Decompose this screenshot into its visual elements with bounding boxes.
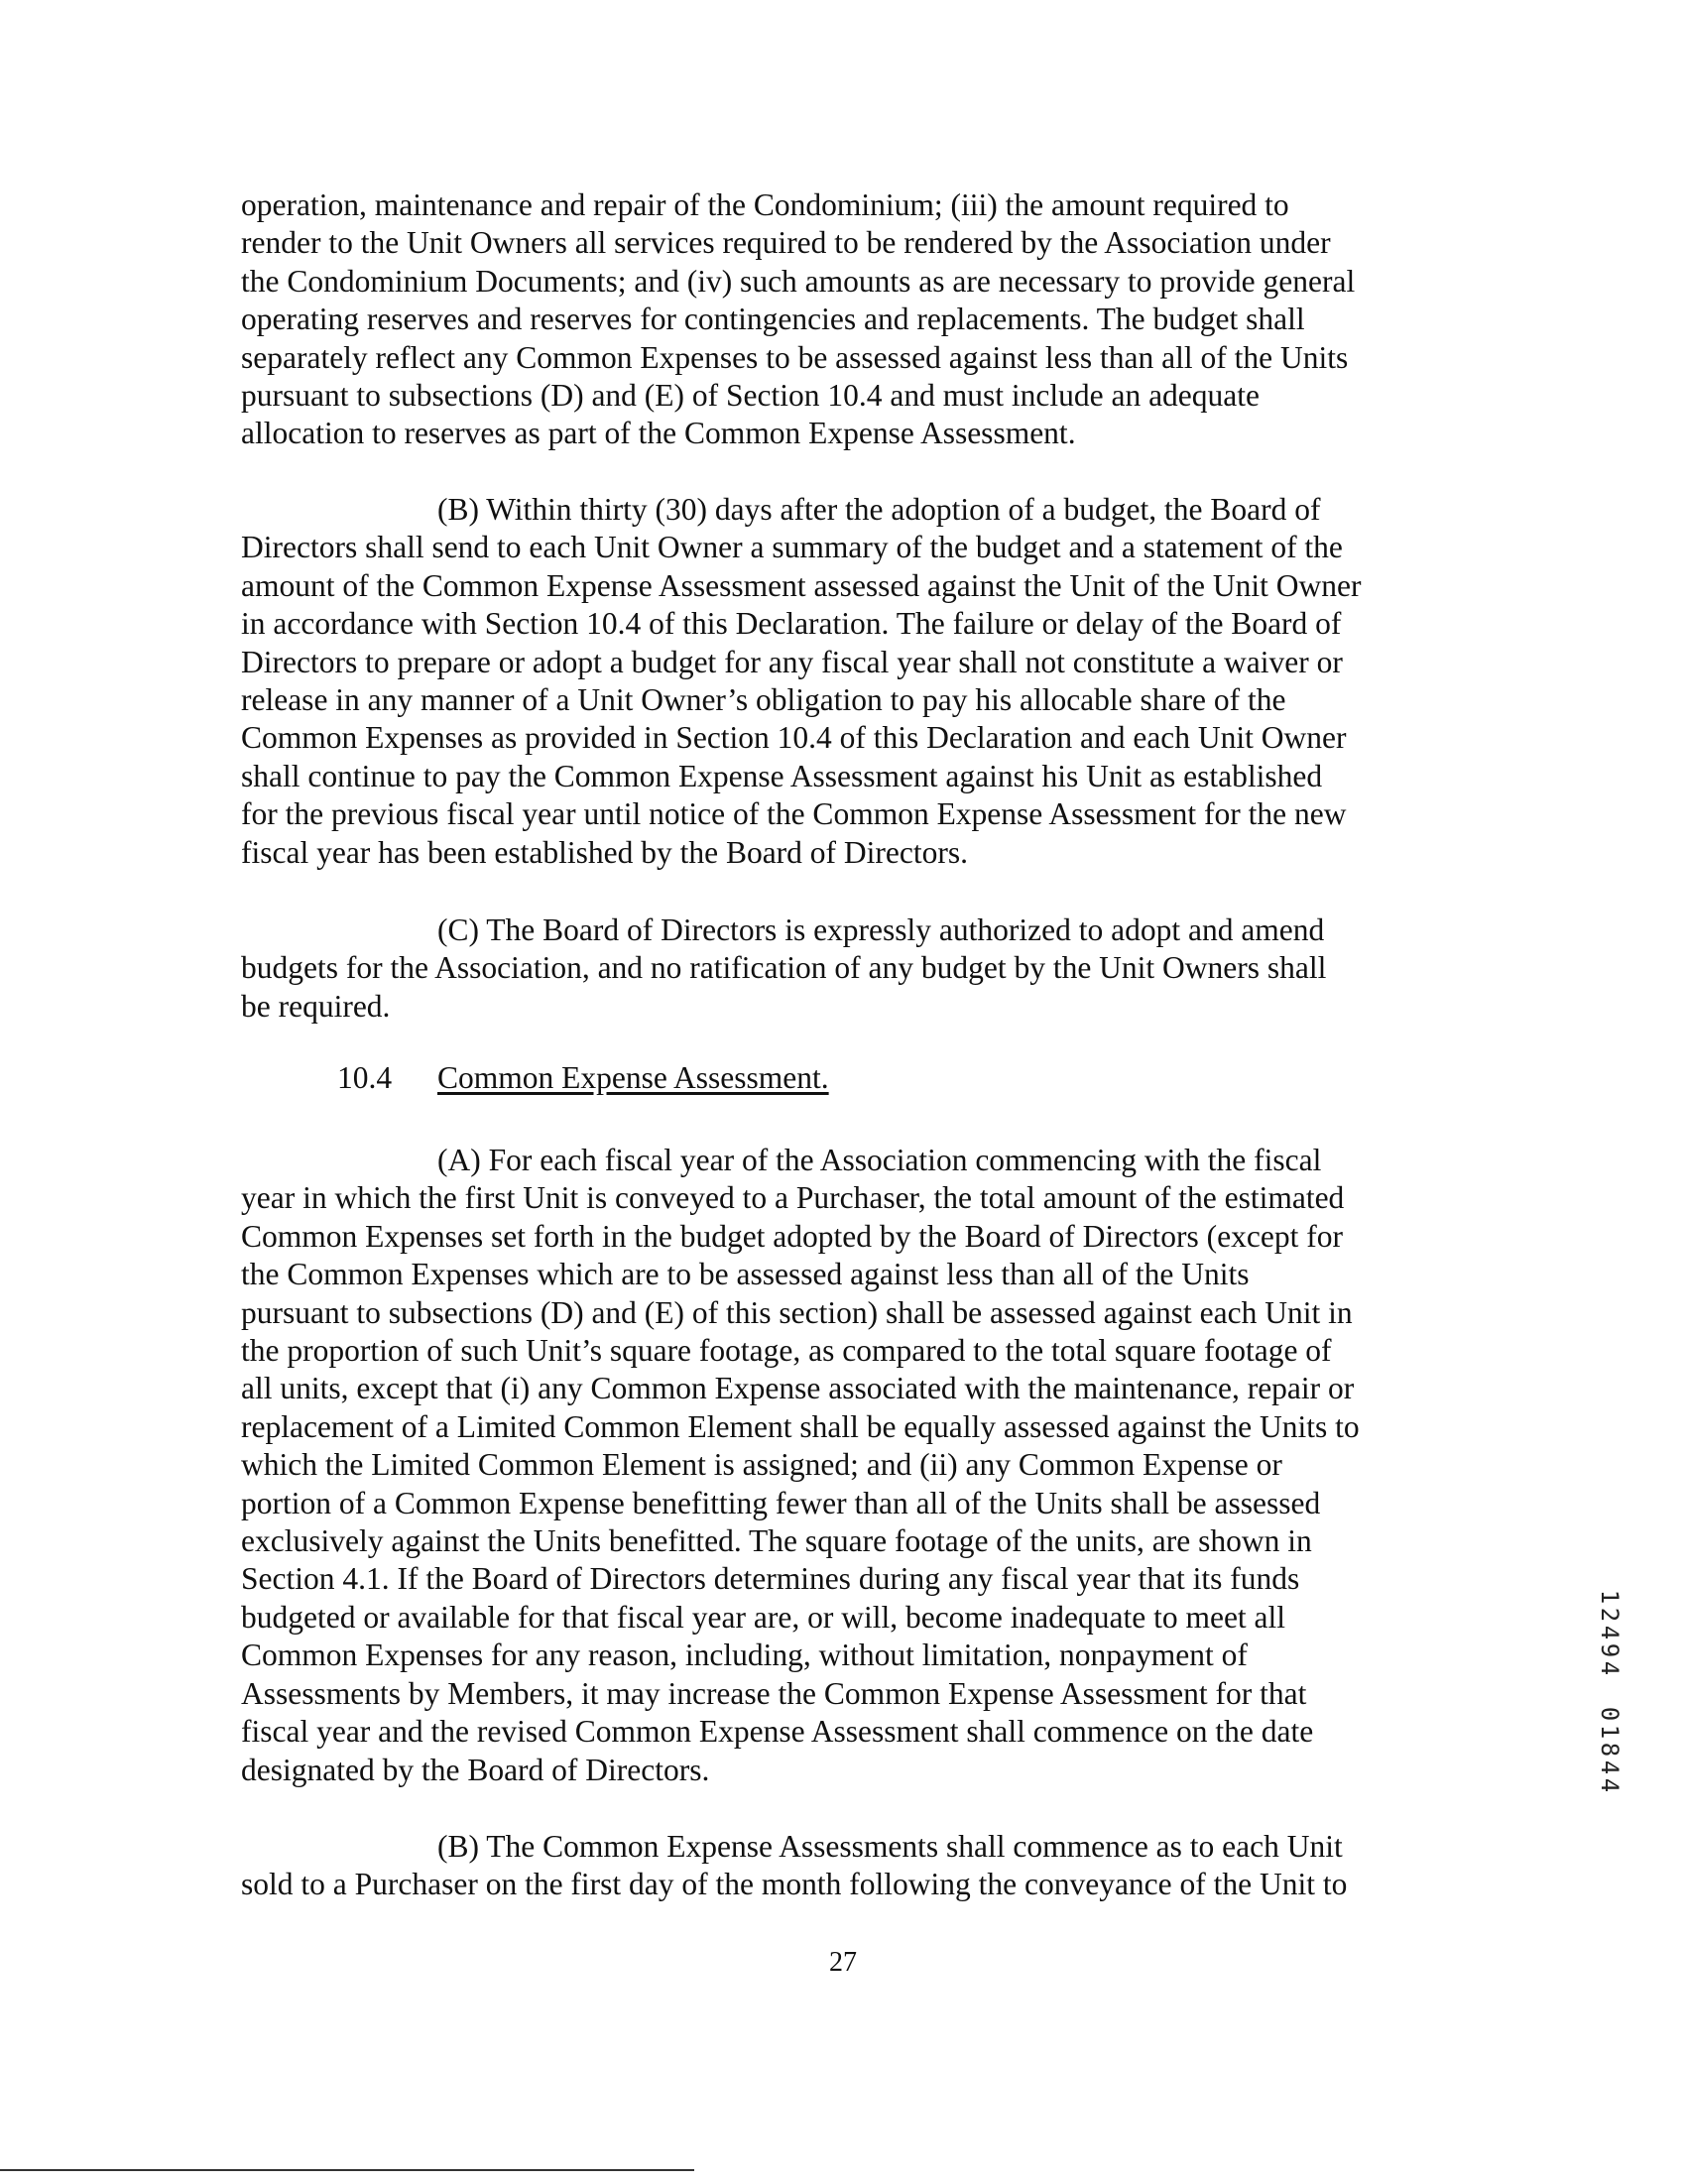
text-line: for the previous fiscal year until notice of the Common Expense Assessment for the new <box>241 796 1347 832</box>
text-line: the proportion of such Unit’s square footage, as compared to the total square footage of <box>241 1333 1332 1369</box>
text-line: year in which the first Unit is conveyed to a Purchaser, the total amount of the estimated <box>241 1180 1345 1216</box>
paragraph-assessment-b <box>241 1828 1431 1904</box>
text-line: Section 4.1. If the Board of Directors determines during any fiscal year that its funds <box>241 1561 1300 1597</box>
stamp-digit: 4 <box>1596 1777 1624 1793</box>
text-line: separately reflect any Common Expenses to be assessed against less than all of the Units <box>241 339 1349 375</box>
text-line: (B) The Common Expense Assessments shall commence as to each Unit <box>437 1829 1343 1864</box>
stamp-digit: 9 <box>1596 1642 1624 1658</box>
text-line: pursuant to subsections (D) and (E) of Section 10.4 and must include an adequate <box>241 378 1260 414</box>
stamp-digit: 8 <box>1596 1742 1624 1758</box>
text-line: release in any manner of a Unit Owner’s obligation to pay his allocable share of the <box>241 682 1286 718</box>
stamp-digit: 4 <box>1596 1660 1624 1676</box>
section-heading <box>337 1059 829 1097</box>
stamp-digit: 4 <box>1596 1625 1624 1640</box>
text-line: in accordance with Section 10.4 of this Declaration. The failure or delay of the Board of <box>241 606 1342 642</box>
section-title: Common Expense Assessment. <box>437 1060 829 1095</box>
text-line: which the Limited Common Element is assigned; and (ii) any Common Expense or <box>241 1447 1282 1483</box>
paragraph-assessment-a <box>241 1142 1431 1789</box>
text-line: fiscal year and the revised Common Expense Assessment shall commence on the date <box>241 1714 1314 1750</box>
text-line: (B) Within thirty (30) days after the adoption of a budget, the Board of <box>437 492 1321 527</box>
text-line: sold to a Purchaser on the first day of the month following the conveyance of the Unit to <box>241 1867 1348 1902</box>
stamp-digit: 1 <box>1596 1589 1624 1605</box>
section-number: 10.4 <box>337 1060 393 1095</box>
stamp-digit: 0 <box>1596 1706 1624 1722</box>
text-line: portion of a Common Expense benefitting fewer than all of the Units shall be assessed <box>241 1485 1321 1520</box>
text-line: exclusively against the Units benefitted. The square footage of the units, are shown in <box>241 1523 1312 1559</box>
page-number: 27 <box>829 1947 857 1978</box>
text-line: budgeted or available for that fiscal year are, or will, become inadequate to meet all <box>241 1599 1286 1635</box>
text-line: amount of the Common Expense Assessment assessed against the Unit of the Unit Owner <box>241 567 1362 603</box>
text-line: Assessments by Members, it may increase the Common Expense Assessment for that <box>241 1675 1307 1711</box>
text-line: budgets for the Association, and no ratification of any budget by the Unit Owners shall <box>241 950 1327 986</box>
recording-stamp <box>1595 1588 1625 1794</box>
text-line: Directors to prepare or adopt a budget for any fiscal year shall not constitute a waiver or <box>241 644 1343 679</box>
text-line: operating reserves and reserves for contingencies and replacements. The budget shall <box>241 302 1305 337</box>
paragraph-budget-b <box>241 491 1431 872</box>
text-line: Common Expenses for any reason, including, without limitation, nonpayment of <box>241 1638 1248 1673</box>
text-line: Common Expenses as provided in Section 10.4 of this Declaration and each Unit Owner <box>241 720 1347 756</box>
text-line: render to the Unit Owners all services required to be rendered by the Association under <box>241 225 1331 261</box>
text-line: fiscal year has been established by the Board of Directors. <box>241 834 968 870</box>
text-line: (C) The Board of Directors is expressly authorized to adopt and amend <box>437 912 1325 947</box>
text-line: allocation to reserves as part of the Common Expense Assessment. <box>241 416 1076 451</box>
stamp-digit: 2 <box>1596 1607 1624 1623</box>
text-line: operation, maintenance and repair of the Condominium; (iii) the amount required to <box>241 187 1289 222</box>
text-line: shall continue to pay the Common Expense Assessment against his Unit as established <box>241 758 1323 793</box>
text-line: pursuant to subsections (D) and (E) of this section) shall be assessed against each Unit in <box>241 1294 1353 1330</box>
text-line: the Common Expenses which are to be assessed against less than all of the Units <box>241 1257 1250 1292</box>
scan-edge-divider <box>0 2169 694 2171</box>
text-line: replacement of a Limited Common Element shall be equally assessed against the Units to <box>241 1408 1360 1444</box>
text-line: all units, except that (i) any Common Expense associated with the maintenance, repair or <box>241 1371 1355 1406</box>
text-line: designated by the Board of Directors. <box>241 1752 710 1787</box>
text-line: the Condominium Documents; and (iv) such amounts as are necessary to provide general <box>241 263 1356 299</box>
text-line: Common Expenses set forth in the budget adopted by the Board of Directors (except for <box>241 1218 1343 1254</box>
text-line: be required. <box>241 988 391 1024</box>
text-line: Directors shall send to each Unit Owner a summary of the budget and a statement of the <box>241 530 1343 565</box>
stamp-digit: 1 <box>1596 1724 1624 1740</box>
paragraph-budget-contents <box>241 186 1431 453</box>
paragraph-budget-c <box>241 911 1431 1026</box>
stamp-digit: 4 <box>1596 1759 1624 1775</box>
text-line: (A) For each fiscal year of the Association commencing with the fiscal <box>437 1143 1322 1177</box>
